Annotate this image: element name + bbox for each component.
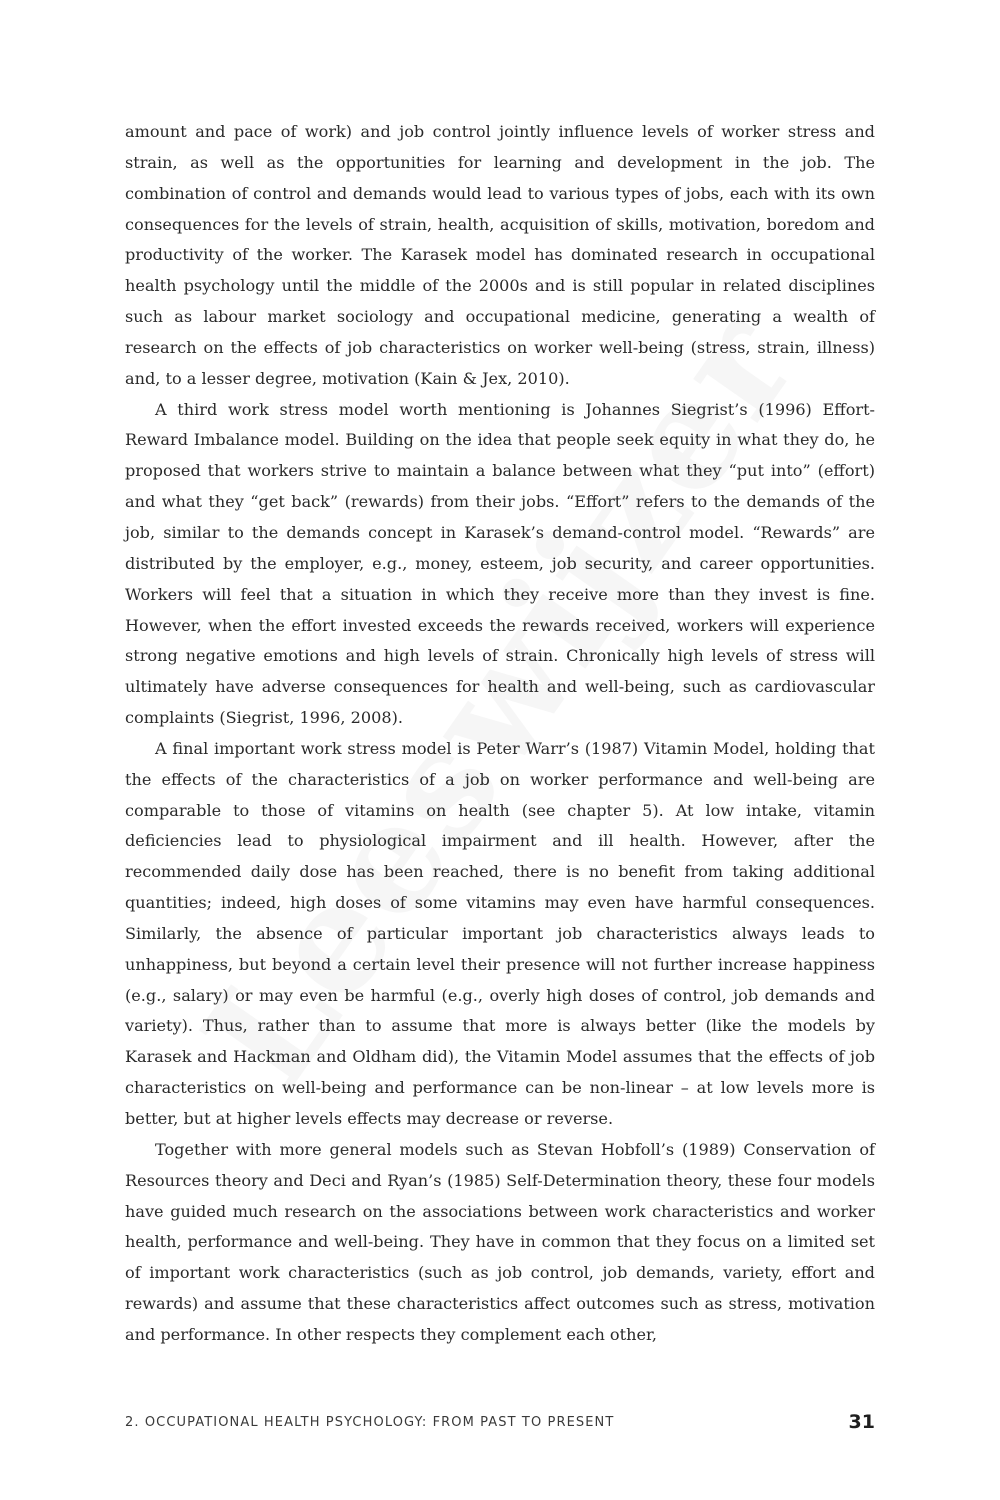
running-head: 2. OCCUPATIONAL HEALTH PSYCHOLOGY: FROM PAST TO PRESENT xyxy=(125,1415,615,1430)
paragraph-warr: A final important work stress model is Peter Warr’s (1987) Vitamin Model, holding that the effects of the characteristics of a job on worker performance and well-being are comparable to those of vitamins on health (see chapter 5). At low intake, vitamin deficiencies lead to physiological impairment and ill health. However, after the recommended daily dose has been reached, there is no benefit from taking additional quantities; indeed, high doses of some vitamins may even have harmful consequences. Similarly, the absence of particular important job characteristics always leads to unhappiness, but beyond a certain level their presence will not further increase happiness (e.g., salary) or may even be harmful (e.g., overly high doses of control, job demands and variety). Thus, rather than to assume that more is always better (like the models by Karasek and Hackman and Oldham did), the Vitamin Model assumes that the effects of job characteristics on well-being and performance can be non-linear – at low levels more is better, but at higher levels effects may decrease or reverse. xyxy=(125,738,875,1128)
page-footer xyxy=(125,1411,875,1441)
paragraph-continued: amount and pace of work) and job control jointly influence levels of worker stress and strain, as well as the opportunities for learning and development in the job. The combination of control and demands would lead to various types of jobs, each with its own consequences for the levels of strain, health, acquisition of skills, motivation, boredom and productivity of the worker. The Karasek model has dominated research in occupational health psychology until the middle of the 2000s and is still popular in related disciplines such as labour market sociology and occupational medicine, generating a wealth of research on the effects of job characteristics on worker well-being (stress, strain, illness) and, to a lesser degree, motivation (Kain & Jex, 2010). xyxy=(125,122,875,388)
paragraph-siegrist: A third work stress model worth mentioning is Johannes Siegrist’s (1996) Effort-Reward Imbalance model. Building on the idea that people seek equity in what they do, he proposed that workers strive to maintain a balance between what they “put into” (effort) and what they “get back” (rewards) from their jobs. “Effort” refers to the demands of the job, similar to the demands concept in Karasek’s demand-control model. “Rewards” are distributed by the employer, e.g., money, esteem, job security, and career opportunities. Workers will feel that a situation in which they receive more than they invest is fine. However, when the effort invested exceeds the rewards received, workers will experience strong negative emotions and high levels of strain. Chronically high levels of stress will ultimately have adverse consequences for health and well-being, such as cardiovascular complaints (Siegrist, 1996, 2008). xyxy=(125,399,875,728)
body-text xyxy=(125,117,875,1351)
page-number: 31 xyxy=(848,1411,875,1433)
paragraph-together: Together with more general models such as Stevan Hobfoll’s (1989) Conservation of Resources theory and Deci and Ryan’s (1985) Self-Determination theory, these four models have guided much research on the associations between work characteristics and worker health, performance and well-being. They have in common that they focus on a limited set of important work characteristics (such as job control, job demands, variety, effort and rewards) and assume that these characteristics affect outcomes such as stress, motivation and performance. In other respects they complement each other, xyxy=(125,1139,875,1344)
